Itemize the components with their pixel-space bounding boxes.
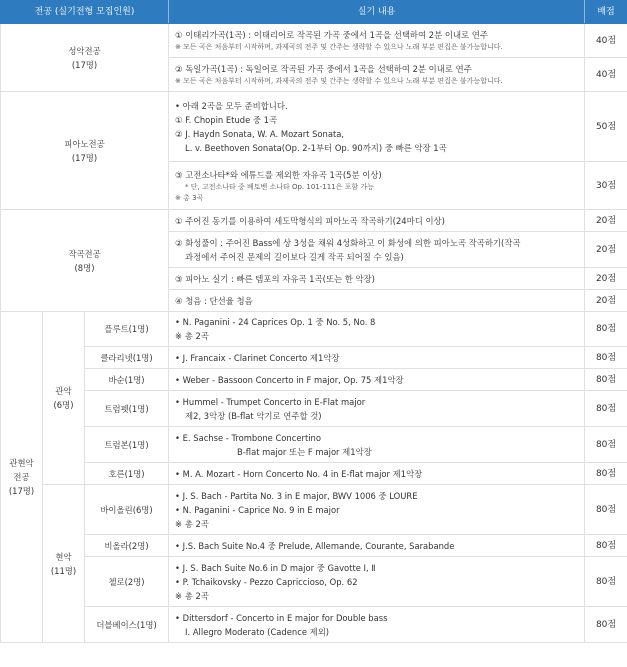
content-line: B-flat major 또는 F major 제1악장 — [237, 446, 372, 457]
instrument-cell: 비올라(2명) — [85, 535, 169, 557]
content-line: • P. Tchaikovsky - Pezzo Capriccioso, Op. 62 — [175, 576, 358, 587]
content-cell — [169, 232, 585, 268]
header-content: 실기 내용 — [169, 1, 585, 24]
content-cell — [169, 92, 585, 162]
table-row — [1, 347, 627, 369]
content-line: • Hummel - Trumpet Concerto in E-Flat major — [175, 396, 366, 407]
section-count: (11명) — [50, 565, 77, 576]
content-note: ※ 모든 곡은 처음부터 시작하며, 과제곡의 전주 및 간주는 생략할 수 있으나 노래 부분 편집은 불가능합니다. — [175, 43, 503, 51]
section-strings — [43, 485, 85, 643]
table-row — [1, 369, 627, 391]
score-cell: 80점 — [585, 347, 627, 369]
content-line: • J. Francaix - Clarinet Concerto 제1악장 — [175, 352, 340, 363]
content-cell — [169, 557, 585, 607]
score-cell: 20점 — [585, 268, 627, 290]
content-line: • Dittersdorf - Concerto in E major for Double bass — [175, 612, 388, 623]
score-cell: 80점 — [585, 369, 627, 391]
content-line: • N. Paganini - 24 Caprices Op. 1 중 No. 5, No. 8 — [175, 317, 376, 327]
score-cell: 40점 — [585, 24, 627, 58]
section-name: 관악 — [55, 386, 72, 396]
instrument-cell: 플루트(1명) — [85, 312, 169, 347]
major-name: 작곡전공 — [68, 248, 101, 259]
content-cell — [169, 485, 585, 535]
table-row — [1, 24, 627, 58]
content-cell — [169, 162, 585, 210]
major-composition — [1, 210, 169, 312]
major-vocal — [1, 24, 169, 92]
table-row — [1, 427, 627, 463]
section-name: 현악 — [55, 551, 72, 562]
major-name: 관현악 — [9, 458, 34, 468]
content-line: ① 이태리가곡(1곡) : 이태리어로 작곡된 가곡 중에서 1곡을 선택하여 2분 이내로 연주 — [175, 30, 488, 40]
content-line: • J. S. Bach - Partita No. 3 in E major, BWV 1006 중 LOURE — [175, 490, 418, 501]
score-cell: 30점 — [585, 162, 627, 210]
major-orchestra — [1, 312, 43, 643]
table-row — [1, 312, 627, 347]
instrument-cell: 바이올린(6명) — [85, 485, 169, 535]
table-row — [1, 92, 627, 162]
score-cell: 50점 — [585, 92, 627, 162]
score-cell: 80점 — [585, 312, 627, 347]
content-line: ② 독일가곡(1곡) : 독일어로 작곡된 가곡 중에서 1곡을 선택하여 2분 이내로 연주 — [175, 64, 472, 74]
content-line: ① F. Chopin Etude 중 1곡 — [175, 114, 278, 125]
content-line: ④ 청음 : 단선율 청음 — [175, 295, 253, 306]
content-cell — [169, 268, 585, 290]
content-cell — [169, 535, 585, 557]
content-line: ※ 총 2곡 — [175, 590, 209, 601]
instrument-cell: 호른(1명) — [85, 463, 169, 485]
score-cell: 80점 — [585, 391, 627, 427]
content-line: Ⅰ. Allegro Moderato (Cadence 제외) — [185, 626, 330, 637]
score-cell: 80점 — [585, 463, 627, 485]
score-cell: 80점 — [585, 607, 627, 643]
score-cell: 80점 — [585, 427, 627, 463]
score-cell: 20점 — [585, 210, 627, 232]
section-winds — [43, 312, 85, 485]
header-score: 배점 — [585, 1, 627, 24]
major-count: (17명) — [8, 486, 35, 496]
content-line: 제2, 3악장 (B-flat 악기로 연주할 것) — [185, 410, 322, 421]
content-line: ③ 피아노 실기 : 빠른 템포의 자유곡 1곡(또는 한 악장) — [175, 273, 375, 284]
score-cell: 20점 — [585, 232, 627, 268]
content-cell — [169, 347, 585, 369]
content-note: ※ 모든 곡은 처음부터 시작하며, 과제곡의 전주 및 간주는 생략할 수 있으나 노래 부분 편집은 불가능합니다. — [175, 77, 503, 85]
header-major: 전공 (실기전형 모집인원) — [1, 1, 169, 24]
content-cell — [169, 369, 585, 391]
instrument-cell: 더블베이스(1명) — [85, 607, 169, 643]
content-line: • 아래 2곡을 모두 준비합니다. — [175, 100, 288, 111]
content-line: • J.S. Bach Suite No.4 중 Prelude, Allemande, Courante, Sarabande — [175, 540, 455, 551]
score-cell: 20점 — [585, 290, 627, 312]
score-cell: 80점 — [585, 557, 627, 607]
score-cell: 80점 — [585, 485, 627, 535]
content-cell — [169, 391, 585, 427]
content-line: 과정에서 주어진 문제의 길이보다 길게 작곡 되어질 수 있음) — [185, 251, 404, 262]
content-line: • J. S. Bach Suite No.6 in D major 중 Gavotte Ⅰ, Ⅱ — [175, 562, 376, 573]
content-line: L. v. Beethoven Sonata(Op. 2-1부터 Op. 90까지) 중 빠른 악장 1곡 — [185, 142, 447, 153]
score-cell: 40점 — [585, 58, 627, 92]
major-count: (8명) — [74, 262, 95, 273]
table-row — [1, 557, 627, 607]
content-cell — [169, 463, 585, 485]
score-cell: 80점 — [585, 535, 627, 557]
major-count: (17명) — [71, 152, 98, 163]
content-line: ① 주어진 동기를 이용하여 세도막형식의 피아노곡 작곡하기(24마디 이상) — [175, 215, 445, 226]
instrument-cell: 첼로(2명) — [85, 557, 169, 607]
content-note: * 단, 고전소나타 중 베토벤 소나타 Op. 101-111은 포함 가능 — [185, 182, 374, 191]
table-row — [1, 607, 627, 643]
content-line: • E. Sachse - Trombone Concertino — [175, 432, 321, 443]
content-note: ※ 총 3곡 — [175, 193, 204, 202]
major-name: 전공 — [13, 472, 30, 482]
table-row — [1, 535, 627, 557]
major-piano — [1, 92, 169, 210]
content-line: ※ 총 2곡 — [175, 331, 209, 341]
content-cell — [169, 312, 585, 347]
content-line: ※ 총 2곡 — [175, 518, 209, 529]
instrument-cell: 바순(1명) — [85, 369, 169, 391]
table-header — [1, 1, 627, 24]
content-cell — [169, 607, 585, 643]
major-count: (17명) — [71, 59, 98, 70]
content-cell — [169, 210, 585, 232]
table-row — [1, 485, 627, 535]
content-cell — [169, 290, 585, 312]
content-cell — [169, 24, 585, 58]
content-cell — [169, 58, 585, 92]
major-name: 성악전공 — [68, 45, 101, 56]
content-line: ③ 고전소나타*와 에튜드를 제외한 자유곡 1곡(5분 이상) — [175, 169, 382, 180]
content-cell — [169, 427, 585, 463]
instrument-cell: 트럼펫(1명) — [85, 391, 169, 427]
major-name: 피아노전공 — [64, 138, 105, 149]
instrument-cell: 트럼본(1명) — [85, 427, 169, 463]
content-line: ② J. Haydn Sonata, W. A. Mozart Sonata, — [175, 128, 345, 139]
content-line: ② 화성풀이 : 주어진 Bass에 상 3성을 채워 4성화하고 이 화성에 의한 피아노곡 작곡하기(작곡 — [175, 237, 521, 248]
content-line: • M. A. Mozart - Horn Concerto No. 4 in E-flat major 제1악장 — [175, 468, 423, 479]
section-count: (6명) — [53, 400, 74, 410]
table-row — [1, 463, 627, 485]
table-row — [1, 210, 627, 232]
table-row — [1, 391, 627, 427]
instrument-cell: 클라리넷(1명) — [85, 347, 169, 369]
content-line: • N. Paganini - Caprice No. 9 in E major — [175, 504, 340, 515]
content-line: • Weber - Bassoon Concerto in F major, Op. 75 제1악장 — [175, 374, 404, 385]
